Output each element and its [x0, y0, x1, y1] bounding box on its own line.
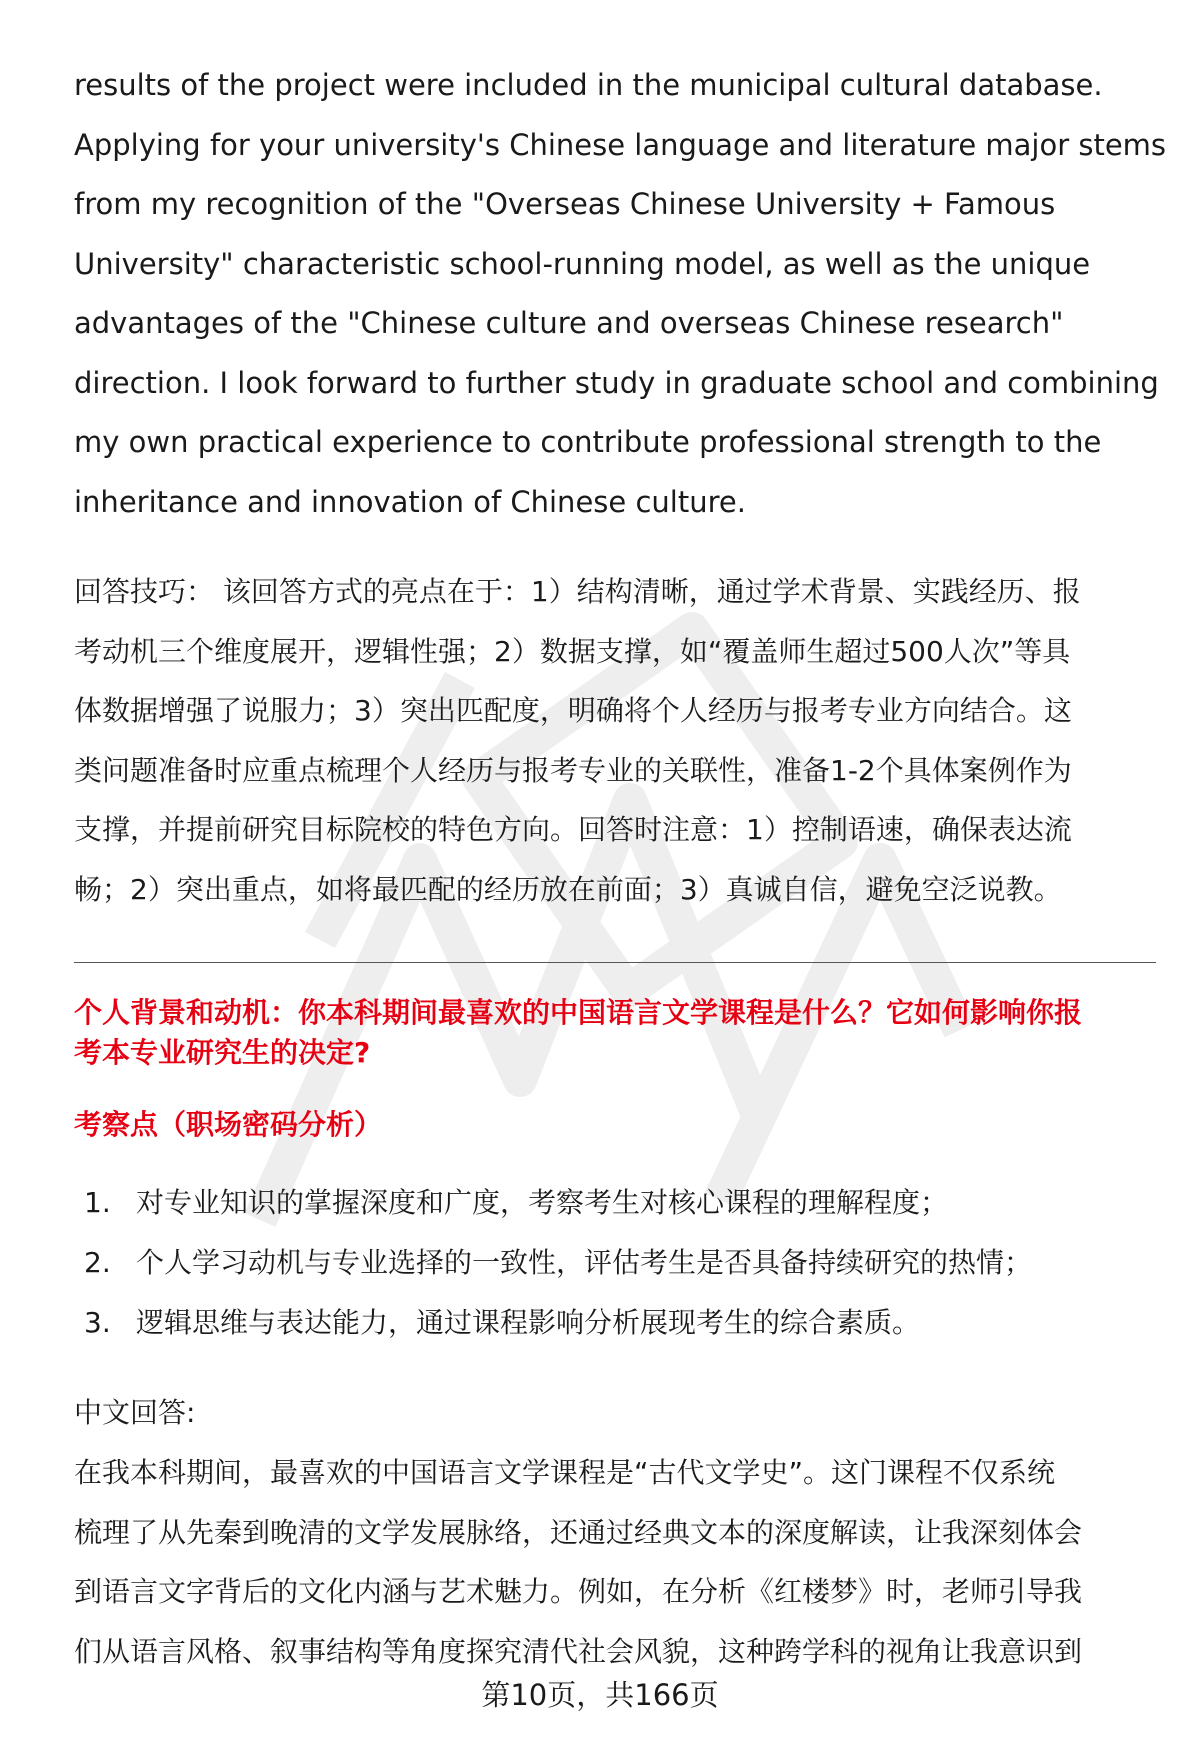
- text-line: 到语言文字背后的文化内涵与艺术魅力。例如，在分析《红楼梦》时，老师引导我: [74, 1575, 1083, 1608]
- text-line: advantages of the "Chinese culture and overseas Chinese research": [74, 306, 1064, 340]
- text-line: results of the project were included in the municipal cultural database.: [74, 68, 1103, 102]
- section-divider: [74, 962, 1156, 963]
- text-line: University" characteristic school-running model, as well as the unique: [74, 246, 1091, 281]
- text-line: 们从语言风格、叙事结构等角度探究清代社会风貌，这种跨学科的视角让我意识到: [74, 1634, 1083, 1668]
- text-line: inheritance and innovation of Chinese culture.: [74, 484, 746, 519]
- question-heading: [74, 993, 1154, 1073]
- list-text: 个人学习动机与专业选择的一致性，评估考生是否具备持续研究的热情；: [136, 1246, 1033, 1279]
- answer-tips-paragraph: [74, 562, 1154, 919]
- list-item: [74, 1173, 1154, 1233]
- list-number: 2.: [84, 1246, 111, 1279]
- text-line: my own practical experience to contribute professional strength to the: [74, 425, 1102, 459]
- assessment-points-list: [74, 1173, 1154, 1353]
- text-line: 畅；2）突出重点，如将最匹配的经历放在前面；3）真诚自信，避免空泛说教。: [74, 872, 1062, 906]
- list-number: 1.: [84, 1186, 111, 1219]
- list-text: 逻辑思维与表达能力，通过课程影响分析展现考生的综合素质。: [136, 1306, 921, 1339]
- text-line: 回答技巧： 该回答方式的亮点在于：1）结构清晰，通过学术背景、实践经历、报: [74, 575, 1081, 608]
- assessment-points-heading: 考察点（职场密码分析）: [74, 1108, 383, 1141]
- text-line: 考动机三个维度展开，逻辑性强；2）数据支撑，如“覆盖师生超过500人次”等具: [74, 634, 1071, 668]
- text-line: 梳理了从先秦到晚清的文学发展脉络，还通过经典文本的深度解读，让我深刻体会: [74, 1515, 1083, 1549]
- text-line: from my recognition of the "Overseas Chinese University + Famous: [74, 187, 1056, 221]
- text-line: direction. I look forward to further study in graduate school and combining: [74, 365, 1159, 400]
- page-content: [74, 56, 1167, 1681]
- list-item: [74, 1233, 1154, 1293]
- chinese-answer-paragraph: [74, 1443, 1154, 1681]
- text-line: Applying for your university's Chinese language and literature major stems: [74, 127, 1167, 162]
- text-line: 支撑，并提前研究目标院校的特色方向。回答时注意：1）控制语速，确保表达流: [74, 813, 1072, 846]
- text-line: 在我本科期间，最喜欢的中国语言文学课程是“古代文学史”。这门课程不仅系统: [74, 1456, 1056, 1489]
- question-line: 个人背景和动机：你本科期间最喜欢的中国语言文学课程是什么？它如何影响你报: [74, 996, 1083, 1029]
- text-line: 体数据增强了说服力；3）突出匹配度，明确将个人经历与报考专业方向结合。这: [74, 694, 1072, 727]
- list-text: 对专业知识的掌握深度和广度，考察考生对核心课程的理解程度；: [136, 1186, 949, 1219]
- page-number-footer: 第10页，共166页: [481, 1678, 719, 1712]
- english-answer-paragraph: [74, 56, 1167, 532]
- question-line: 考本专业研究生的决定?: [74, 1036, 371, 1069]
- list-item: [74, 1293, 1154, 1353]
- list-number: 3.: [84, 1306, 111, 1339]
- text-line: 类问题准备时应重点梳理个人经历与报考专业的关联性，准备1-2个具体案例作为: [74, 753, 1072, 787]
- chinese-answer-label: 中文回答:: [74, 1396, 196, 1429]
